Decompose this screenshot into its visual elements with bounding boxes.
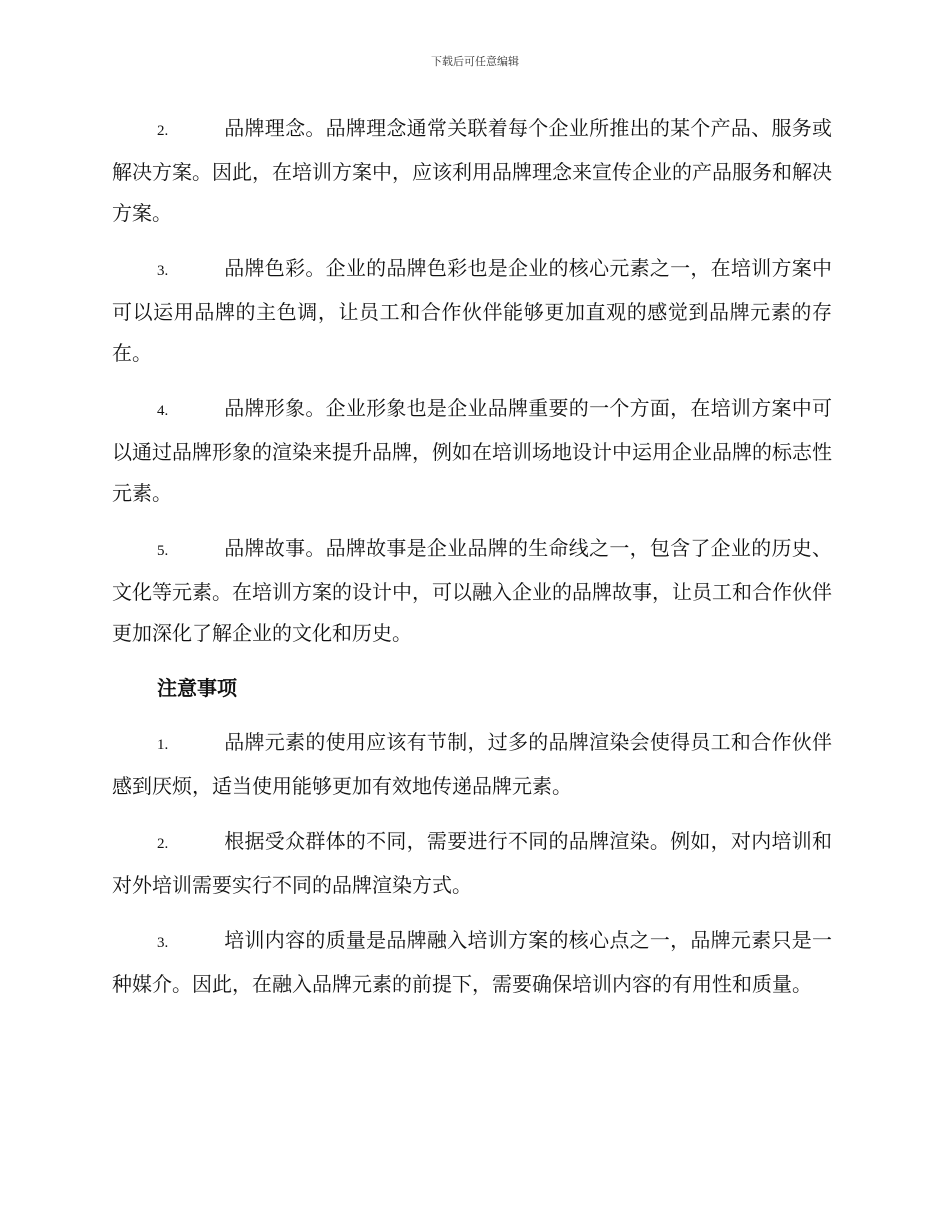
list-item-number: 1.: [157, 737, 169, 753]
list-item-text: 根据受众群体的不同，需要进行不同的品牌渲染。例如，对内培训和对外培训需要实行不同的品牌渲染方式。: [112, 829, 832, 897]
list-item-number: 2.: [157, 836, 169, 852]
list-item-number: 3.: [157, 935, 169, 951]
list-item: [112, 108, 832, 234]
list-item: [112, 920, 832, 1005]
list-item-text: 培训内容的质量是品牌融入培训方案的核心点之一，品牌元素只是一种媒介。因此，在融入品牌元素的前提下，需要确保培训内容的有用性和质量。: [112, 928, 832, 996]
list-item-text: 品牌元素的使用应该有节制，过多的品牌渲染会使得员工和合作伙伴感到厌烦，适当使用能够更加有效地传递品牌元素。: [112, 730, 832, 798]
list-item-number: 5.: [157, 543, 169, 559]
section-heading: 注意事项: [157, 676, 237, 700]
page-header: 下载后可任意编辑: [431, 55, 519, 68]
list-item: [112, 722, 832, 807]
list-item-text: 品牌色彩。企业的品牌色彩也是企业的核心元素之一，在培训方案中可以运用品牌的主色调，让员工和合作伙伴能够更加直观的感觉到品牌元素的存在。: [112, 256, 832, 365]
document-body: [112, 108, 832, 1019]
list-item-number: 3.: [157, 263, 169, 279]
list-item: [112, 528, 832, 654]
list-item-text: 品牌理念。品牌理念通常关联着每个企业所推出的某个产品、服务或解决方案。因此，在培训方案中，应该利用品牌理念来宣传企业的产品服务和解决方案。: [112, 116, 832, 225]
list-item: [112, 248, 832, 374]
list-item-text: 品牌形象。企业形象也是企业品牌重要的一个方面，在培训方案中可以通过品牌形象的渲染来提升品牌，例如在培训场地设计中运用企业品牌的标志性元素。: [112, 396, 832, 505]
list-item-number: 4.: [157, 403, 169, 419]
list-item-text: 品牌故事。品牌故事是企业品牌的生命线之一，包含了企业的历史、文化等元素。在培训方案的设计中，可以融入企业的品牌故事，让员工和合作伙伴更加深化了解企业的文化和历史。: [112, 536, 832, 645]
list-item: [112, 388, 832, 514]
list-item: [112, 821, 832, 906]
list-item-number: 2.: [157, 123, 169, 139]
